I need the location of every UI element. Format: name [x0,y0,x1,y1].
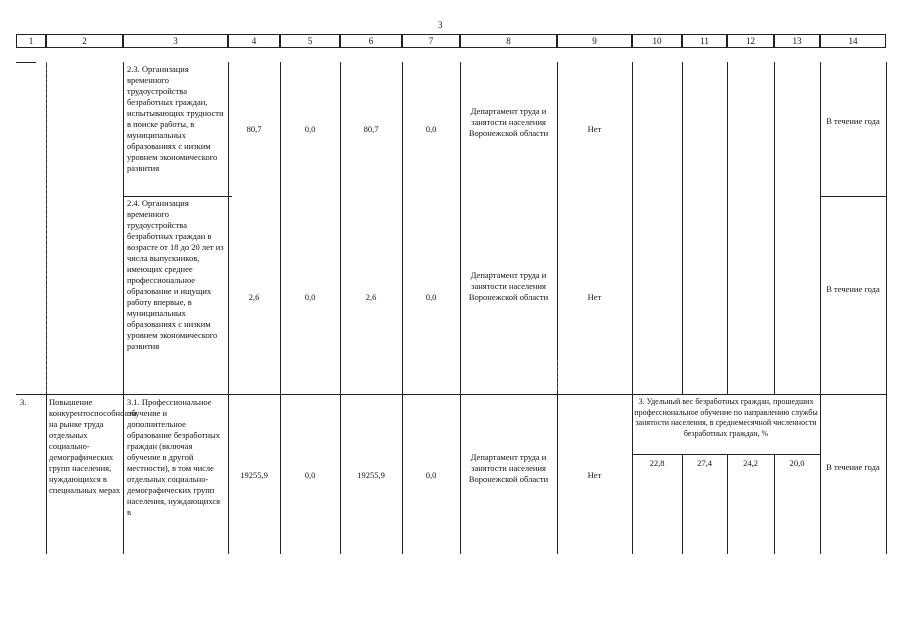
grid-vline [820,62,821,554]
link-cell: Нет [587,292,602,302]
grid-vline [632,62,633,554]
grid-vline [340,62,341,554]
funding-regional: 80,7 [363,124,379,134]
measure-cell: 2.3. Организация временного трудоустройства безработных граждан, испытывающих трудности в поиске работы, в муниципальных образованиях с низким уровнем экономического развития [127,64,224,173]
funding-total: 80,7 [246,124,262,134]
row-number: 3. [20,397,27,407]
grid-vline [228,62,229,554]
grid-vline [727,454,728,554]
term-cell: В течение года [826,462,880,472]
grid-hline [632,454,820,455]
link-cell: Нет [587,470,602,480]
grid-vline [402,62,403,554]
grid-hline [16,62,36,63]
indicator-title: 3. Удельный вес безработных граждан, прошедших профессиональное обучение по направлению службы занятости населения, в среднемесячной численности безработных граждан, % [634,397,818,438]
grid-dash [46,62,47,392]
goal-cell: Повышение конкурентоспособности на рынке труда отдельных социально-демографических групп населения, нуждающихся в специальных мерах [49,397,137,495]
grid-vline [460,62,461,554]
header-col-2: 2 [46,34,123,48]
header-col-14: 14 [820,34,886,48]
funding-federal: 0,0 [304,292,316,302]
funding-total: 2,6 [248,292,260,302]
indicator-value: 27,4 [697,458,712,468]
indicator-value: 24,2 [743,458,758,468]
link-cell: Нет [587,124,602,134]
header-col-7: 7 [402,34,460,48]
grid-hline [123,196,232,197]
executor-cell: Департамент труда и занятости населения Воронежской области [468,452,549,484]
grid-vline [123,62,124,554]
header-col-6: 6 [340,34,402,48]
funding-other: 0,0 [425,292,437,302]
measure-cell: 3.1. Профессиональное обучение и дополнительное образование безработных граждан (включая обучение в другой местности), в том числе отдельных социально-демографических групп населения, нуждающихся в [127,397,221,517]
header-col-9: 9 [557,34,632,48]
funding-other: 0,0 [425,124,437,134]
header-col-3: 3 [123,34,228,48]
grid-hline [820,196,886,197]
header-col-1: 1 [16,34,46,48]
indicator-value: 22,8 [649,458,665,468]
grid-vline [774,454,775,554]
grid-hline [16,394,886,395]
executor-cell: Департамент труда и занятости населения Воронежской области [468,270,549,302]
executor-cell: Департамент труда и занятости населения Воронежской области [468,106,549,138]
funding-regional: 2,6 [365,292,377,302]
term-cell: В течение года [826,116,880,126]
grid-vline [727,62,728,394]
funding-federal: 0,0 [304,470,316,480]
funding-total: 19255,9 [240,470,268,480]
grid-dash [557,360,558,390]
header-col-13: 13 [774,34,820,48]
header-col-11: 11 [682,34,727,48]
header-col-5: 5 [280,34,340,48]
funding-regional: 19255,9 [357,470,385,480]
header-col-12: 12 [727,34,774,48]
funding-federal: 0,0 [304,124,316,134]
header-col-4: 4 [228,34,280,48]
grid-vline [682,454,683,554]
funding-other: 0,0 [425,470,437,480]
indicator-value: 20,0 [789,458,805,468]
header-col-8: 8 [460,34,557,48]
page-number: 3 [438,20,443,30]
grid-vline [886,62,887,554]
grid-vline [557,62,558,554]
grid-vline [682,62,683,394]
grid-vline [280,62,281,554]
grid-vline [774,62,775,394]
term-cell: В течение года [826,284,880,294]
header-col-10: 10 [632,34,682,48]
measure-cell: 2.4. Организация временного трудоустройства безработных граждан в возрасте от 18 до 20 лет из числа выпускников, имеющих среднее профессиональное образование и ищущих работу впервые, в муниципальных образованиях с низким уровнем экономического развития [127,198,224,351]
